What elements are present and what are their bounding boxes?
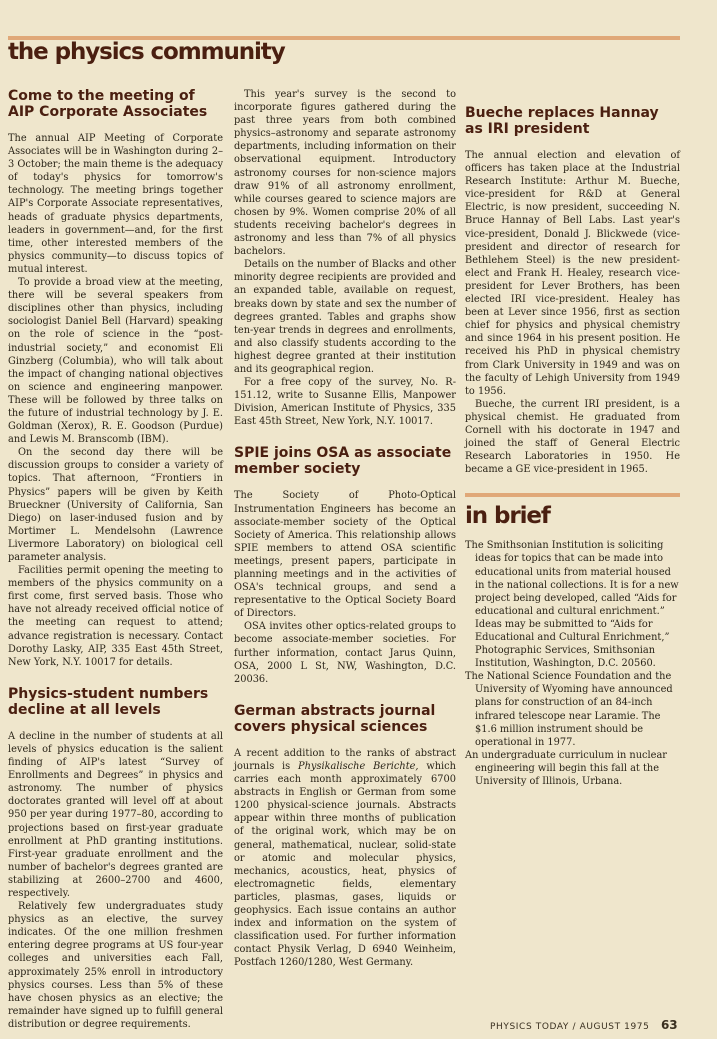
paragraph: OSA invites other optics-related groups to become associate-member societies. For further information, contact Jarus Quinn, OSA, 2000 L St, NW, Washington, D.C. 20036. [234, 621, 456, 685]
paragraph: A decline in the number of students at all levels of physics education is the salient finding of AIP's latest “Survey of Enrollments and Degrees” in physics and astronomy. The number of physics doctorates granted will level off at about 950 per year during 1977–80, according to projections based on first-year graduate enrollment at PhD granting institutions. First-year graduate enrollment and the number of bachelor's degrees granted are stabilizing at 2600–2700 and 4600, respectively. [8, 730, 223, 899]
page-footer [490, 1018, 690, 1032]
in-brief-rule [465, 493, 680, 497]
article-title: German abstracts journal covers physical sciences [234, 702, 436, 735]
spacer [465, 88, 680, 105]
article-title: Physics-student numbers decline at all levels [8, 685, 209, 718]
article-bueche [465, 105, 680, 476]
brief-item: An undergraduate curriculum in nuclear engineering will begin this fall at the University of Illinois, Urbana. [465, 749, 667, 788]
paragraph: Relatively few undergraduates study physics as an elective, the survey indicates. Of the one million freshmen entering degree programs at US four-year colleges and universities each Fall, approximately 25% enroll in introductory physics courses. Less than 5% of these have chosen physics as an elective; the remainder have signed up to fulfill general distribution or degree requirements. [8, 901, 223, 1030]
in-brief-section [465, 493, 680, 788]
article-students-continued [234, 88, 456, 428]
text-run: which carries each month approximately 6700 abstracts in English or German from some 1200 physical-science journals. Abstracts appear within three months of publication of the original work, which may be on general, mathematical, nuclear, solid-state or atomic and molecular physics, mechanics, acoustics, heat, physics of electromagnetic fields, elementary particles, plasmas, gases, liquids or geophysics. Each issue contains an author index and information on the system of classification used. For further information contact Physik Verlag, D 6940 Weinheim, Postfach 1260/1280, West Germany. [234, 760, 456, 969]
spacer [234, 686, 456, 703]
spacer [465, 476, 680, 493]
article-title: Come to the meeting of AIP Corporate Associates [8, 88, 208, 120]
paragraph: This year's survey is the second to incorporate figures gathered during the past three years from both combined physics–astronomy and separate astronomy departments, including information on their observational equipment. Introductory astronomy courses for non-science majors draw 91% of all astronomy enrollment, while courses geared to science majors are chosen by 9%. Women comprise 20% of all students receiving bachelor's degrees in astronomy and less than 7% of all physics bachelors. [234, 89, 456, 258]
paragraph: The annual AIP Meeting of Corporate Associates will be in Washington during 2–3 October; the main theme is the adequacy of today's physics for tomorrow's technology. The meeting brings together AIP's Corporate Associate representatives, heads of graduate physics departments, leaders in government—and, for the first time, other interested members of the physics community—to discuss topics of mutual interest. [8, 133, 223, 275]
paragraph: On the second day there will be discussion groups to consider a variety of topics. That afternoon, “Frontiers in Physics” papers will be given by Keith Brueckner (University of California, San Diego) on laser-indused fusion and by Mortimer L. Mendelsohn (Lawrence Livermore Laboratory) on biological cell parameter analysis. [8, 447, 223, 563]
spacer [8, 669, 223, 686]
article-students [8, 686, 223, 1031]
paragraph: The Society of Photo-Optical Instrumentation Engineers has become an associate-member society of the Optical Society of America. This relationship allows SPIE members to attend OSA scientific meetings, present papers, participate in planning meetings and in the activities of OSA's technical groups, and send a representative to the Optical Society Board of Directors. [234, 490, 456, 620]
article-title: SPIE joins OSA as associate member society [234, 445, 452, 478]
column-3 [465, 88, 680, 788]
page-number: 63 [660, 1018, 678, 1032]
brief-item: The National Science Foundation and the University of Wyoming have announced plans for construction of an 84-inch infrared telescope near Laramie. The $1.6 million instrument should be operational in 1977. [465, 671, 673, 748]
paragraph: Facilities permit opening the meeting to members of the physics community on a first come, first served basis. Those who have not already received official notice of the meeting can request to attend; advance registration is necessary. Contact Dorothy Lasky, AIP, 335 East 45th Street, New York, N.Y. 10017 for details. [8, 565, 223, 668]
article-spie [234, 445, 456, 685]
journal-issue: PHYSICS TODAY / AUGUST 1975 [490, 1022, 650, 1032]
paragraph: Details on the number of Blacks and other minority degree recipients are provided and an expanded table, available on request, breaks down by state and sex the number of degrees granted. Tables and graphs show ten-year trends in degrees and enrollments, and also classify students according to the highest degree granted at their institution and its geographical region. [234, 259, 456, 375]
section-title: the physics community [8, 39, 285, 65]
spacer [234, 428, 456, 445]
paragraph: The annual election and elevation of officers has taken place at the Industrial Research Institute: Arthur M. Bueche, vice-president for R&D at General Electric, is now president, succeeding N. Bruce Hannay of Bell Labs. Last year's vice-president, Donald J. Blickwede (vice-president and director of research for Bethlehem Steel) is the new president-elect and Frank H. Healey, research vice-president for Lever Brothers, has been elected IRI vice-president. Healey has been at Lever since 1956, first as section chief for physics and physical chemistry and since 1964 in his present position. He received his PhD in physical chemistry from Clark University in 1949 and was on the faculty of Lehigh University from 1949 to 1956. [465, 150, 680, 397]
text-run: A recent addition to the ranks of abstract journals is [234, 747, 456, 772]
article-german [234, 703, 456, 970]
column-1 [8, 88, 223, 1031]
column-2 [234, 88, 456, 969]
in-brief-title: in brief [465, 503, 550, 530]
article-title: Bueche replaces Hannay as IRI president [465, 105, 659, 137]
paragraph: To provide a broad view at the meeting, there will be several speakers from disciplines other than physics, including sociologist Daniel Bell (Harvard) speaking on the role of science in the “post-industrial society,” and economist Eli Ginzberg (Columbia), who will talk about the impact of changing national objectives on science and engineering manpower. These will be followed by three talks on the future of industrial technology by J. E. Goldman (Xerox), R. E. Goodson (Purdue) and Lewis M. Branscomb (IBM). [8, 277, 223, 446]
paragraph: Bueche, the current IRI president, is a physical chemist. He graduated from Cornell with his doctorate in 1947 and joined the staff of General Electric Research Laboratories in 1950. He became a GE vice-president in 1965. [465, 398, 680, 476]
article-aip [8, 88, 223, 669]
paragraph [234, 747, 456, 970]
paragraph: For a free copy of the survey, No. R-151.12, write to Susanne Ellis, Manpower Division, American Institute of Physics, 335 East 45th Street, New York, N.Y. 10017. [234, 377, 456, 428]
journal-name: Physikalische Berichte, [298, 760, 419, 772]
brief-item: The Smithsonian Institution is soliciting ideas for topics that can be made into educational units from material housed in the national collections. It is for a new project being developed, called “Aids for educational and cultural enrichment.” Ideas may be submitted to “Aids for Educational and Cultural Enrichment,” Photographic Services, Smithsonian Institution, Washington, D.C. 20560. [465, 540, 679, 670]
